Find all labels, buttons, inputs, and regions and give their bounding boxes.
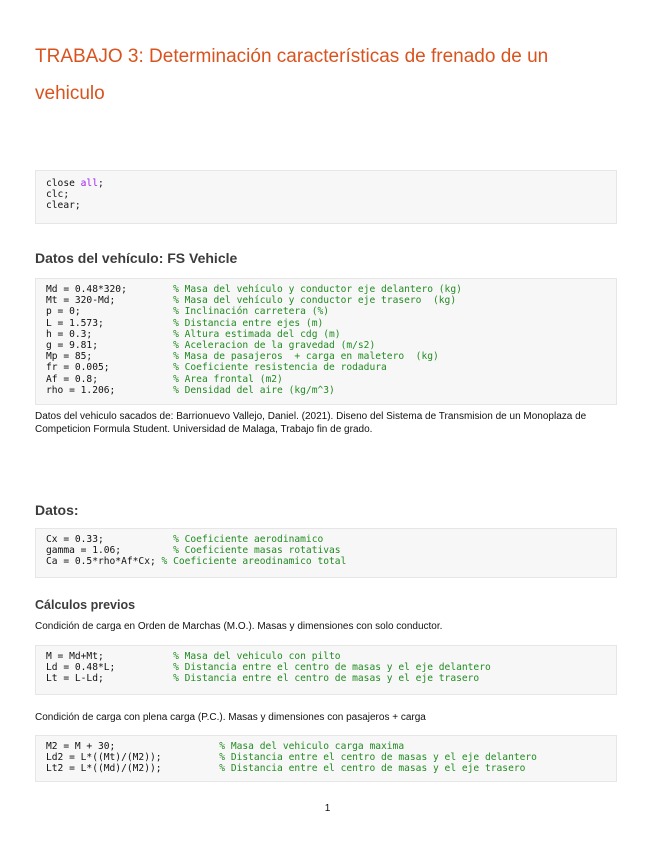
code-line: Ca = 0.5*rho*Af*Cx; % Coeficiente areodinamico total: [46, 556, 347, 568]
code-line: M = Md+Mt; % Masa del vehiculo con pilto: [46, 651, 341, 662]
code-line: h = 0.3; % Altura estimada del cdg (m): [46, 328, 341, 340]
vehicle-source-text: Datos del vehiculo sacados de: Barrionuevo Vallejo, Daniel. (2021). Diseno del Sistema de Transmision de un Monoplaza de Competicion Formula Student. Universidad de Malaga, Trabajo fin de grado.: [35, 411, 587, 435]
code-line: Ld = 0.48*L; % Distancia entre el centro de masas y el eje delantero: [46, 662, 491, 674]
code-line: Mp = 85; % Masa de pasajeros + carga en maletero (kg): [46, 351, 439, 363]
code-line: Lt = L-Ld; % Distancia entre el centro de masas y el eje trasero: [46, 673, 480, 685]
code-line: g = 9.81; % Aceleracion de la gravedad (m/s2): [46, 340, 376, 352]
text-mo: Condición de carga en Orden de Marchas (M.O.). Masas y dimensiones con solo conductor.: [35, 621, 443, 632]
code-line: Mt = 320-Md; % Masa del vehículo y conductor eje trasero (kg): [46, 295, 457, 307]
text-pc: Condición de carga con plena carga (P.C.). Masas y dimensiones con pasajeros + carga: [35, 712, 426, 723]
code-block-init: [35, 170, 617, 224]
section-heading-calculos: Cálculos previos: [35, 598, 136, 612]
page-title: TRABAJO 3: Determinación características de frenado de un vehiculo: [35, 46, 549, 104]
code-block-pc: [35, 735, 617, 782]
code-line: Lt2 = L*((Md)/(M2)); % Distancia entre el centro de masas y el eje trasero: [46, 763, 526, 775]
section-heading-datos: Datos:: [35, 502, 79, 518]
code-block-datos: [35, 528, 617, 578]
code-block-mo: [35, 645, 617, 695]
code-line: L = 1.573; % Distancia entre ejes (m): [46, 317, 324, 329]
code-line: Af = 0.8; % Area frontal (m2): [46, 373, 283, 385]
code-line: p = 0; % Inclinación carretera (%): [46, 306, 330, 318]
code-line: close all;: [46, 178, 104, 189]
code-line: gamma = 1.06; % Coeficiente masas rotativas: [46, 545, 341, 557]
code-line: rho = 1.206; % Densidad del aire (kg/m^3): [46, 384, 335, 396]
code-line: fr = 0.005; % Coeficiente resistencia de rodadura: [46, 362, 387, 374]
code-line: Md = 0.48*320; % Masa del vehículo y conductor eje delantero (kg): [46, 284, 462, 295]
code-line: clear;: [46, 200, 81, 212]
page-number: 1: [324, 803, 331, 814]
section-heading-vehicle: Datos del vehículo: FS Vehicle: [35, 250, 238, 266]
code-line: clc;: [46, 189, 70, 201]
code-line: M2 = M + 30; % Masa del vehiculo carga maxima: [46, 741, 405, 752]
code-line: Ld2 = L*((Mt)/(M2)); % Distancia entre el centro de masas y el eje delantero: [46, 752, 537, 764]
code-line: Cx = 0.33; % Coeficiente aerodinamico: [46, 534, 324, 545]
code-block-vehicle: [35, 278, 617, 405]
